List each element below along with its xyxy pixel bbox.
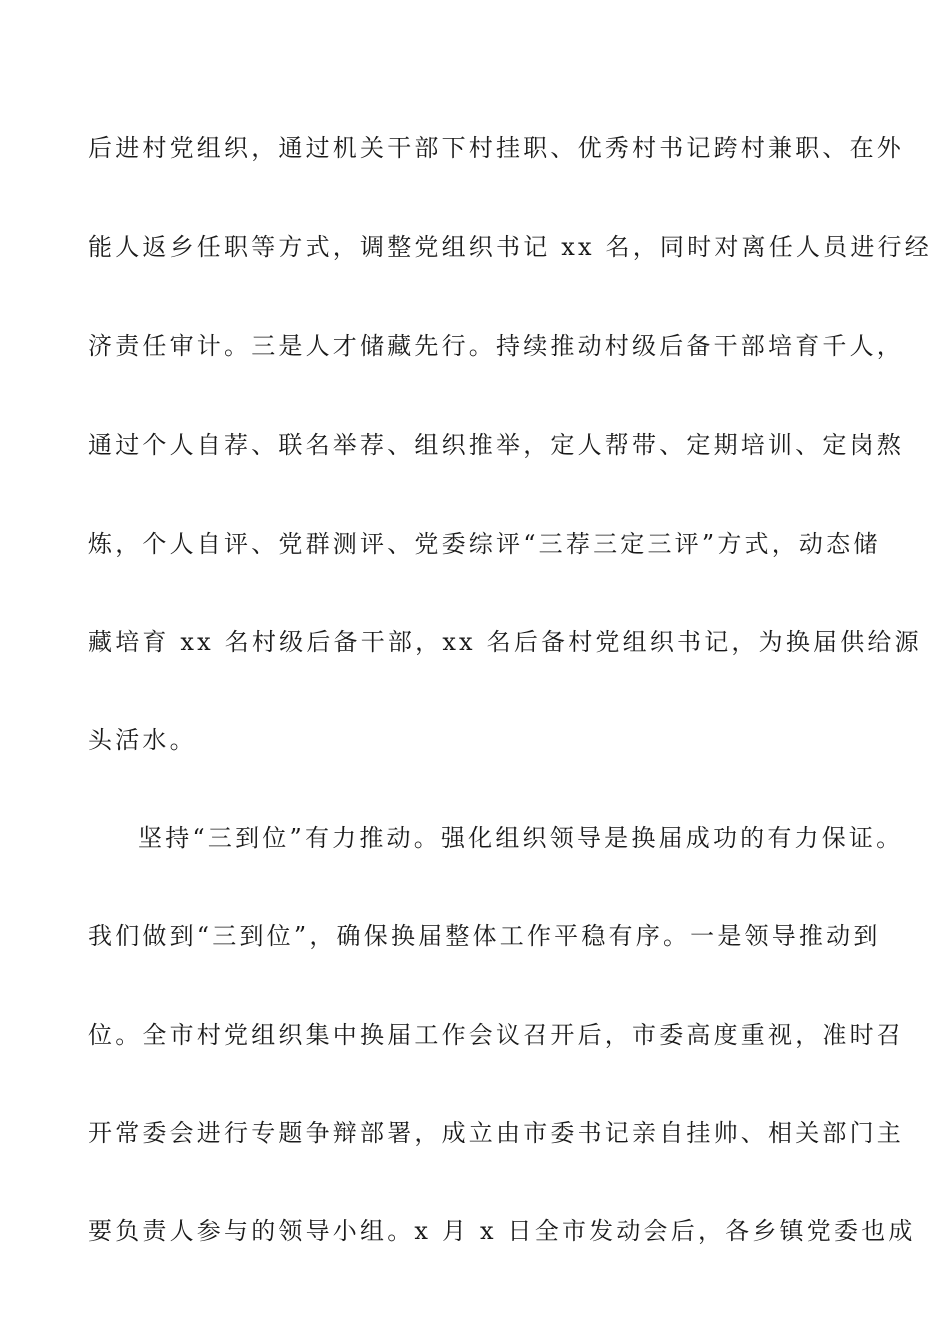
text-line-12: 要负责人参与的领导小组。x 月 x 日全市发动会后，各乡镇党委也成 [88, 1217, 916, 1245]
text-line-4: 通过个人自荐、联名举荐、组织推举，定人帮带、定期培训、定岗熬 [88, 431, 904, 459]
text-line-1: 后进村党组织，通过机关干部下村挂职、优秀村书记跨村兼职、在外 [88, 134, 904, 162]
text-line-10: 位。全市村党组织集中换届工作会议召开后，市委高度重视，准时召 [88, 1021, 904, 1049]
text-line-9: 我们做到“三到位”，确保换届整体工作平稳有序。一是领导推动到 [88, 922, 881, 950]
text-line-3: 济责任审计。三是人才储藏先行。持续推动村级后备干部培育千人， [88, 332, 904, 360]
paragraph-heading-line: 坚持“三到位”有力推动。强化组织领导是换届成功的有力保证。 [138, 824, 904, 852]
text-line-7: 头活水。 [88, 726, 197, 754]
text-line-6: 藏培育 xx 名村级后备干部，xx 名后备村党组织书记，为换届供给源 [88, 628, 922, 656]
text-line-2: 能人返乡任职等方式，调整党组织书记 xx 名，同时对离任人员进行经 [88, 233, 932, 261]
text-line-5: 炼，个人自评、党群测评、党委综评“三荐三定三评”方式，动态储 [88, 530, 881, 558]
text-line-11: 开常委会进行专题争辩部署，成立由市委书记亲自挂帅、相关部门主 [88, 1119, 904, 1147]
